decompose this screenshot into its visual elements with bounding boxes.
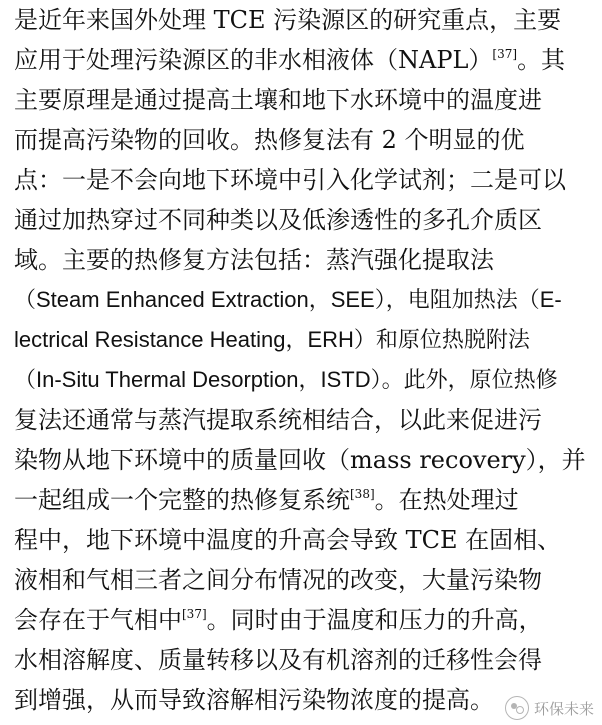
citation-marker: [37]	[182, 607, 207, 621]
text-line-12	[14, 440, 590, 480]
watermark	[505, 695, 594, 721]
line-text: 应用于处理污染源区的非水相液体（NAPL）	[14, 46, 493, 74]
text-line-10	[14, 360, 590, 400]
text-line-17	[14, 640, 590, 680]
line-text: 程中，地下环境中温度的升高会导致 TCE 在固相、	[14, 526, 562, 554]
line-text: 染物从地下环境中的质量回收（mass recovery），并	[14, 446, 586, 474]
text-line-3	[14, 80, 590, 120]
citation-marker: [38]	[350, 487, 375, 501]
text-line-9	[14, 320, 590, 360]
citation-marker: [37]	[492, 47, 518, 61]
line-text: 水相溶解度、质量转移以及有机溶剂的迁移性会得	[14, 646, 542, 674]
wechat-logo-icon	[505, 696, 529, 720]
text-line-5	[14, 160, 590, 200]
text-line-18	[14, 680, 590, 720]
text-line-2	[14, 40, 590, 80]
line-text: 。同时由于温度和压力的升高，	[206, 606, 543, 634]
line-text: 会存在于气相中	[14, 606, 182, 634]
line-text: （Steam Enhanced Extraction，SEE），电阻加热法（E-	[14, 287, 562, 312]
text-line-13	[14, 480, 590, 520]
watermark-label: 环保未来	[533, 699, 594, 718]
line-text: 。在热处理过	[374, 486, 519, 514]
text-line-11	[14, 400, 590, 440]
text-line-14	[14, 520, 590, 560]
line-text: 而提高污染物的回收。热修复法有 2 个明显的优	[14, 126, 525, 154]
line-text: lectrical Resistance Heating，ERH）和原位热脱附法	[14, 327, 530, 352]
line-text: 点：一是不会向地下环境中引入化学试剂；二是可以	[14, 166, 566, 194]
line-text: 通过加热穿过不同种类以及低渗透性的多孔介质区	[14, 206, 542, 234]
text-line-4	[14, 120, 590, 160]
line-text: 到增强，从而导致溶解相污染物浓度的提高。	[14, 686, 494, 714]
line-text: 域。主要的热修复方法包括：蒸汽强化提取法	[14, 246, 494, 274]
text-line-1	[14, 0, 590, 40]
line-text: （In-Situ Thermal Desorption，ISTD）。此外，原位热修	[14, 367, 558, 392]
line-text: 是近年来国外处理 TCE 污染源区的研究重点，主要	[14, 6, 562, 34]
text-line-16	[14, 600, 590, 640]
text-line-7	[14, 240, 590, 280]
line-text: 一起组成一个完整的热修复系统	[14, 486, 350, 514]
text-line-15	[14, 560, 590, 600]
line-text: 。其	[517, 46, 566, 74]
line-text: 复法还通常与蒸汽提取系统相结合，以此来促进污	[14, 406, 542, 434]
line-text: 主要原理是通过提高土壤和地下水环境中的温度进	[14, 86, 542, 114]
text-line-8	[14, 280, 590, 320]
text-line-6	[14, 200, 590, 240]
line-text: 液相和气相三者之间分布情况的改变，大量污染物	[14, 566, 542, 594]
